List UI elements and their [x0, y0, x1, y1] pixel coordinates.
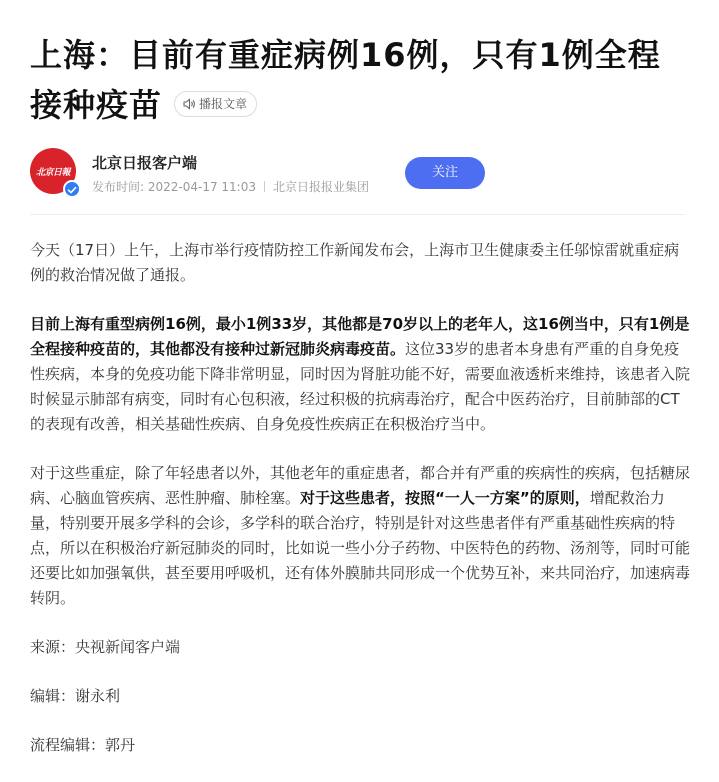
paragraph-text: 增配救治力量，特别要开展多学科的会诊，多学科的联合治疗，特别是针对这些患者伴有严重基础性疾病的特点，所以在积极治疗新冠肺炎的同时，比如说一些小分子药物、中医特色的药物、汤剂等，同时可能还要比如加强氧供，甚至要用呼吸机，还有体外膜肺共同形成一个优势互补，来共同治疗，加速病毒转阴。 — [30, 489, 691, 607]
avatar-logo-text: 北京日報 — [35, 167, 70, 178]
paragraph-treatment — [30, 461, 690, 611]
speaker-icon — [183, 98, 196, 110]
flow-editor-line: 流程编辑：郭丹 — [30, 736, 136, 754]
paragraph-bold-text: 对于这些患者，按照“一人一方案”的原则， — [300, 489, 590, 507]
paragraph-cases — [30, 312, 690, 437]
paragraph-text: 这位33岁的患者本身患有严重的自身免疫性疾病，本身的免疫功能下降非常明显，同时因为肾脏功能不好，需要血液透析来维持，该患者入院时候显示肺部有病变，同时有心包积液，经过积极的抗病毒治疗，配合中医药治疗，目前肺部的CT的表现有改善，相关基础性疾病、自身免疫性疾病正在积极治疗当中。 — [30, 340, 691, 433]
divider — [264, 181, 265, 192]
article — [30, 0, 691, 754]
paragraph-intro — [30, 238, 690, 288]
editor-line: 编辑：谢永利 — [30, 687, 121, 705]
paragraph-bold-text: 目前上海有重型病例16例，最小1例33岁，其他都是70岁以上的老年人，这16例当中，只有1例是全程接种疫苗的，其他都没有接种过新冠肺炎病毒疫苗。 — [30, 315, 690, 358]
paragraph-text: 对于这些重症，除了年轻患者以外，其他老年的重症患者，都合并有严重的疾病性的疾病，包括糖尿病、心脑血管疾病、恶性肿瘤、肺栓塞。 — [30, 464, 691, 507]
publish-time: 发布时间: 2022-04-17 11:03 — [92, 180, 256, 194]
verified-badge-icon — [63, 180, 81, 198]
publish-info — [92, 178, 369, 195]
follow-button[interactable]: 关注 — [405, 157, 485, 189]
author-bar — [30, 148, 685, 215]
paragraph-text: 今天（17日）上午，上海市举行疫情防控工作新闻发布会，上海市卫生健康委主任邬惊雷就重症病例的救治情况做了通报。 — [30, 241, 680, 284]
source-line: 来源：央视新闻客户端 — [30, 638, 181, 656]
listen-article-button[interactable] — [174, 91, 257, 117]
article-body — [30, 238, 690, 782]
article-title — [30, 0, 690, 130]
publisher-org: 北京日报报业集团 — [273, 180, 370, 194]
author-name-link[interactable]: 北京日报客户端 — [92, 154, 198, 172]
article-title-text: 上海：目前有重症病例16例，只有1例全程接种疫苗 — [30, 36, 661, 124]
listen-article-label: 播报文章 — [199, 97, 248, 111]
